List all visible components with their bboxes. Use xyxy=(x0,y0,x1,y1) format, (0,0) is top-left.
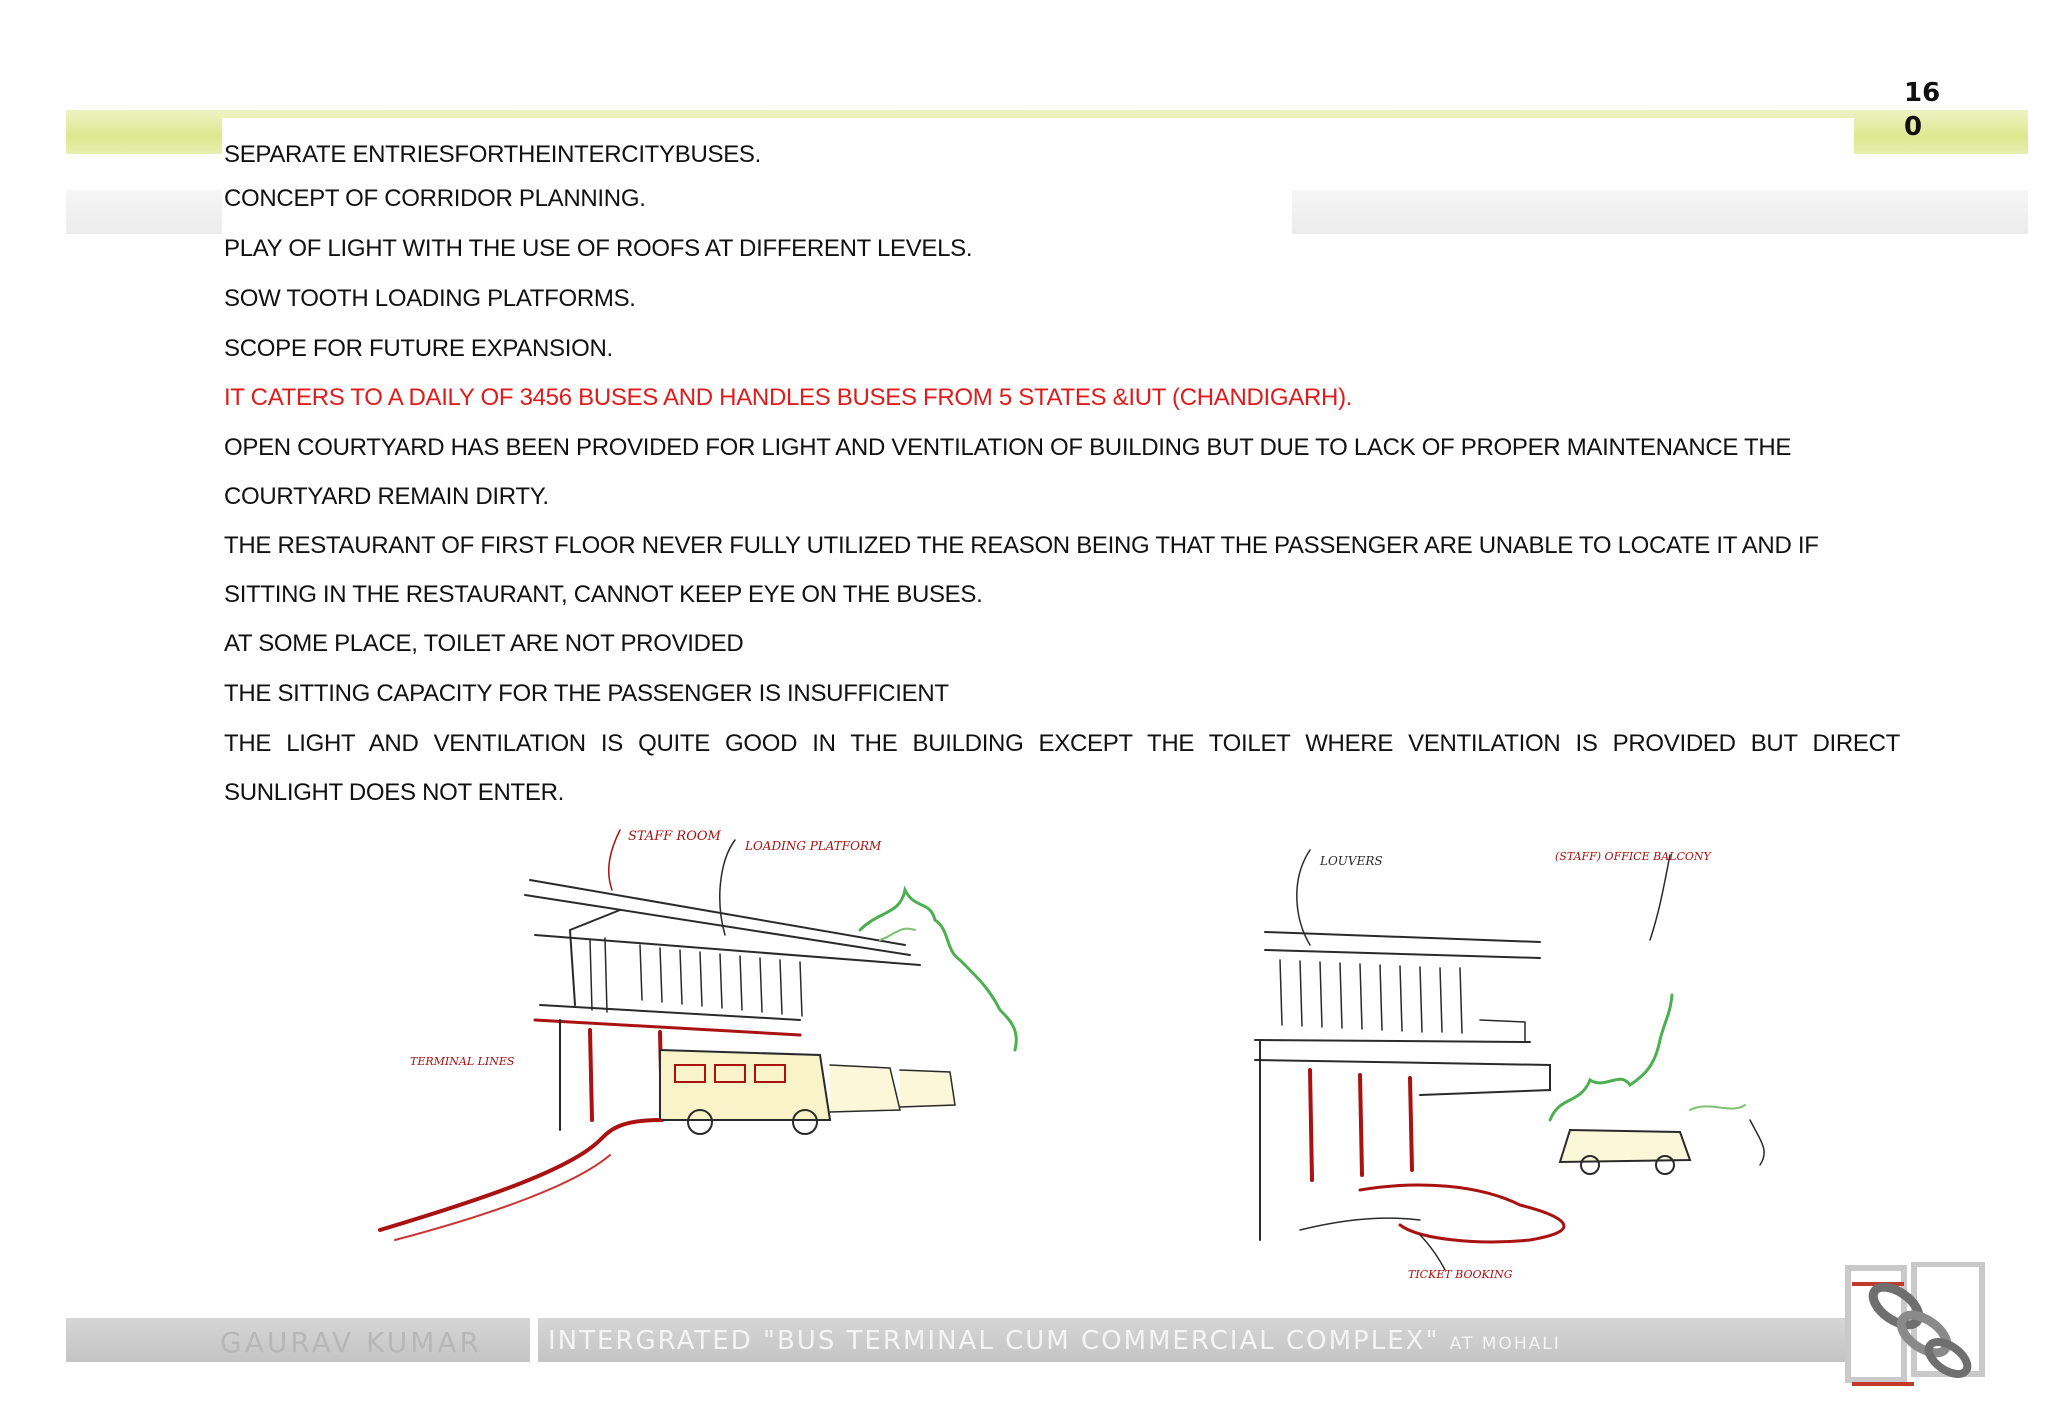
terminal-sketches xyxy=(360,820,1850,1280)
footer-title-suffix: AT MOHALI xyxy=(1449,1334,1561,1354)
note-line: COURTYARD REMAIN DIRTY. xyxy=(224,483,549,510)
note-line: AT SOME PLACE, TOILET ARE NOT PROVIDED xyxy=(224,630,744,657)
footer-author: GAURAV KUMAR xyxy=(220,1326,482,1359)
right-sketch xyxy=(1255,850,1764,1280)
footer-separator xyxy=(530,1318,538,1362)
note-line: SOW TOOTH LOADING PLATFORMS. xyxy=(224,285,636,312)
note-line: CONCEPT OF CORRIDOR PLANNING. xyxy=(224,185,646,212)
note-line: OPEN COURTYARD HAS BEEN PROVIDED FOR LIGHT AND VENTILATION OF BUILDING BUT DUE TO LACK OF PROPER MAINTENANCE THE xyxy=(224,434,1792,461)
note-line: SCOPE FOR FUTURE EXPANSION. xyxy=(224,335,613,362)
page-number: 16 0 xyxy=(1904,78,1941,142)
note-line: THE RESTAURANT OF FIRST FLOOR NEVER FULLY UTILIZED THE REASON BEING THAT THE PASSENGER ARE UNABLE TO LOCATE IT AND IF xyxy=(224,532,1819,559)
note-line: SEPARATE ENTRIESFORTHEINTERCITYBUSES. xyxy=(224,141,761,168)
sketch-label: TICKET BOOKING xyxy=(1408,1268,1513,1280)
sketch-label: LOUVERS xyxy=(1320,854,1383,868)
sketch-label: STAFF ROOM xyxy=(628,829,721,844)
note-line: PLAY OF LIGHT WITH THE USE OF ROOFS AT DIFFERENT LEVELS. xyxy=(224,235,973,262)
sketch-label: (STAFF) OFFICE BALCONY xyxy=(1555,850,1711,863)
note-line: THE LIGHT AND VENTILATION IS QUITE GOOD IN THE BUILDING EXCEPT THE TOILET WHERE VENTILATION IS PROVIDED BUT DIRECT xyxy=(224,730,1900,757)
chain-link-icon xyxy=(1844,1262,1988,1388)
sketch-label: LOADING PLATFORM xyxy=(745,839,882,853)
footer-title xyxy=(548,1326,1561,1356)
note-line: SITTING IN THE RESTAURANT, CANNOT KEEP EYE ON THE BUSES. xyxy=(224,581,983,608)
left-sketch xyxy=(380,829,1016,1240)
footer-title-main: INTERGRATED "BUS TERMINAL CUM COMMERCIAL COMPLEX" xyxy=(548,1326,1440,1356)
sketch-label: TERMINAL LINES xyxy=(410,1055,515,1068)
note-line: THE SITTING CAPACITY FOR THE PASSENGER IS INSUFFICIENT xyxy=(224,680,949,707)
note-line: SUNLIGHT DOES NOT ENTER. xyxy=(224,779,564,806)
note-line-highlight: IT CATERS TO A DAILY OF 3456 BUSES AND HANDLES BUSES FROM 5 STATES &IUT (CHANDIGARH). xyxy=(224,384,1353,411)
